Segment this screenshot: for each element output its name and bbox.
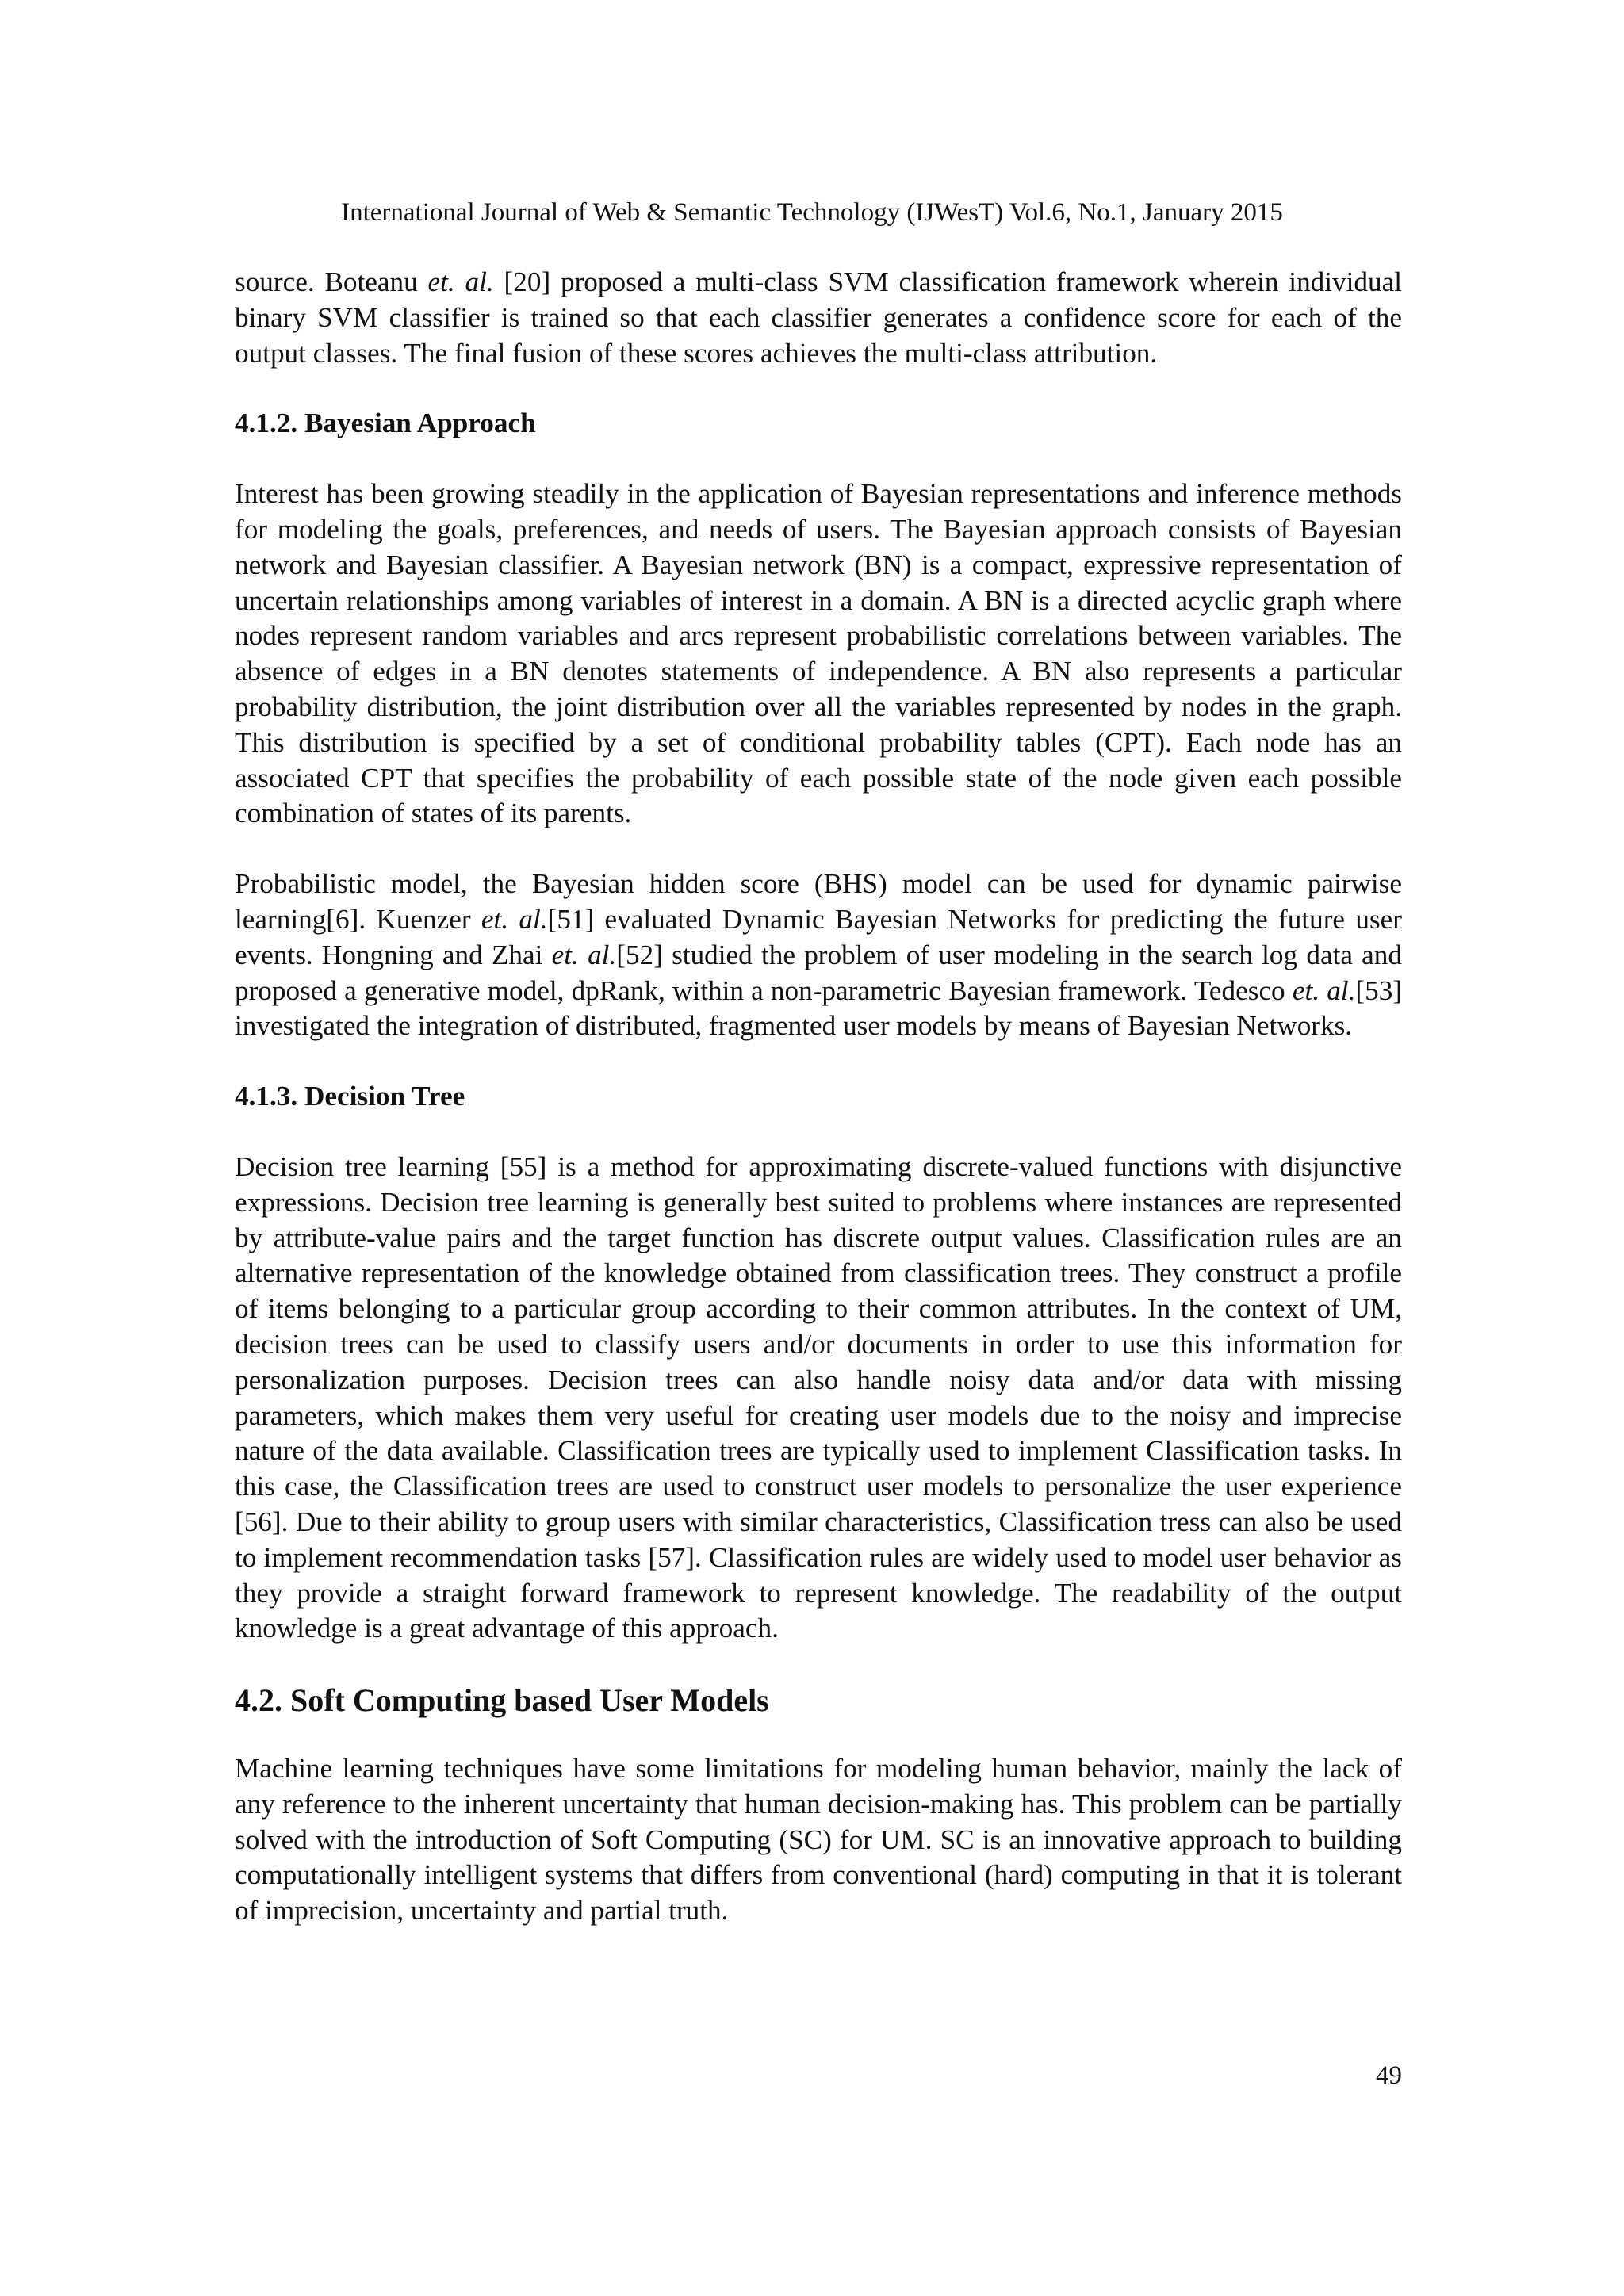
page-number: 49 xyxy=(1376,2061,1402,2090)
section-heading-decision-tree: 4.1.3. Decision Tree xyxy=(235,1081,465,1112)
italic-run: et. al. xyxy=(551,939,617,970)
soft-computing-paragraph: Machine learning techniques have some limitations for modeling human behavior, mainly the lack of any reference to the inherent uncertainty that human decision-making has. This problem can be partially solved with the introduction of Soft Computing (SC) for UM. SC is an innovative approach to building computationally intelligent systems that differs from conventional (hard) computing in that it is tolerant of imprecision, uncertainty and partial truth. xyxy=(235,1753,1402,1927)
running-header: International Journal of Web & Semantic Technology (IJWesT) Vol.6, No.1, January 2015 xyxy=(341,198,1283,227)
italic-run: et. al. xyxy=(427,266,494,297)
section-heading-soft-computing: 4.2. Soft Computing based User Models xyxy=(235,1682,769,1719)
section-heading-bayesian: 4.1.2. Bayesian Approach xyxy=(235,408,536,439)
text-run: [52] studied the problem of user modeling in the search log data and proposed a generative model, dpRank, within a non-parametric Bayesian framework. Tedesco xyxy=(235,939,1402,1006)
text-run: Probabilistic model, the Bayesian hidden score (BHS) model can be used for dynamic pairwise learning[6]. Kuenzer xyxy=(235,868,1402,935)
intro-paragraph xyxy=(235,265,1402,371)
bayesian-paragraph-1: Interest has been growing steadily in the application of Bayesian representations and inference methods for modeling the goals, preferences, and needs of users. The Bayesian approach consists of Bayesian network and Bayesian classifier. A Bayesian network (BN) is a compact, expressive representation of uncertain relationships among variables of interest in a domain. A BN is a directed acyclic graph where nodes represent random variables and arcs represent probabilistic correlations between variables. The absence of edges in a BN denotes statements of independence. A BN also represents a particular probability distribution, the joint distribution over all the variables represented by nodes in the graph. This distribution is specified by a set of conditional probability tables (CPT). Each node has an associated CPT that specifies the probability of each possible state of the node given each possible combination of states of its parents. xyxy=(235,478,1402,829)
text-run: [53] investigated the integration of distributed, fragmented user models by means of Bayesian Networks. xyxy=(235,974,1403,1042)
italic-run: et. al. xyxy=(1292,974,1356,1006)
page-body xyxy=(235,265,1402,1964)
text-run: [51] evaluated Dynamic Bayesian Networks for predicting the future user events. Hongning and Zhai xyxy=(235,903,1402,970)
italic-run: et. al. xyxy=(481,903,548,935)
bayesian-paragraph-2 xyxy=(235,867,1402,1044)
decision-tree-paragraph: Decision tree learning [55] is a method for approximating discrete-valued functions with disjunctive expressions. Decision tree learning is generally best suited to problems where instances are represented by attribute-value pairs and the target function has discrete output values. Classification rules are an alternative representation of the knowledge obtained from classification trees. They construct a profile of items belonging to a particular group according to their common attributes. In the context of UM, decision trees can be used to classify users and/or documents in order to use this information for personalization purposes. Decision trees can also handle noisy data and/or data with missing parameters, which makes them very useful for creating user models due to the noisy and imprecise nature of the data available. Classification trees are typically used to implement Classification tasks. In this case, the Classification trees are used to construct user models to personalize the user experience [56]. Due to their ability to group users with similar characteristics, Classification tress can also be used to implement recommendation tasks [57]. Classification rules are widely used to model user behavior as they provide a straight forward framework to represent knowledge. The readability of the output knowledge is a great advantage of this approach. xyxy=(235,1150,1402,1644)
text-run: source. Boteanu xyxy=(235,266,428,297)
text-run: [20] proposed a multi-class SVM classification framework wherein individual binary SVM classifier is trained so that each classifier generates a confidence score for each of the output classes. The final fusion of these scores achieves the multi-class attribution. xyxy=(235,266,1402,369)
